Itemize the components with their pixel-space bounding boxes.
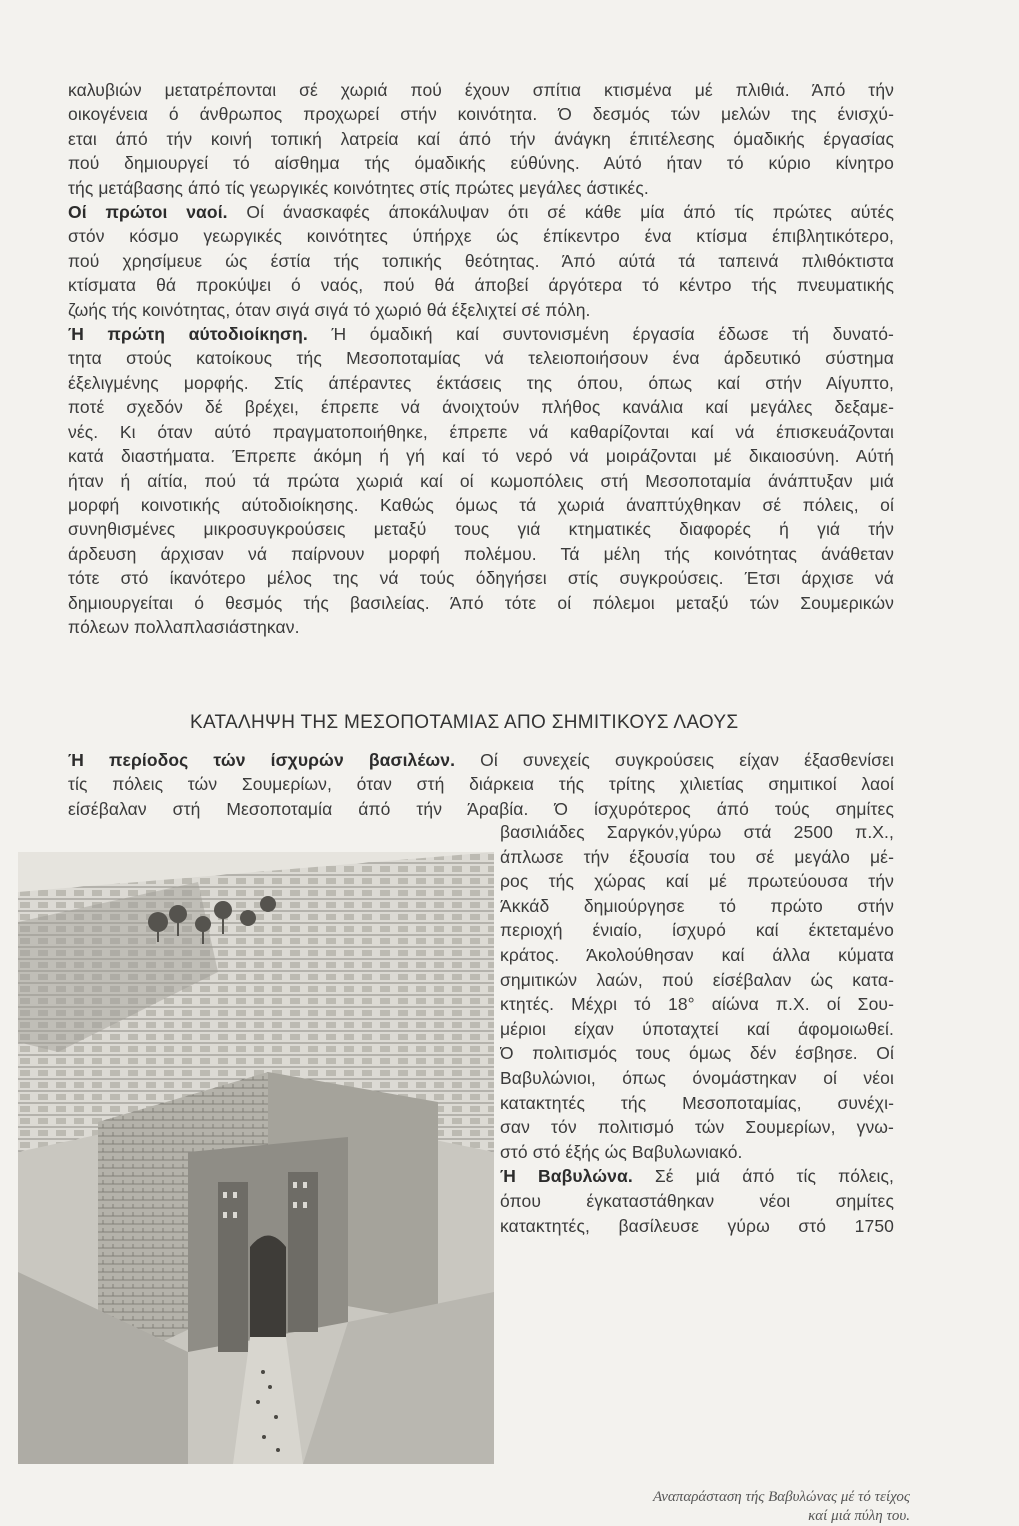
text-line — [68, 395, 894, 419]
line-text: συνηθισμένες μικροσυγκρούσεις μεταξύ τους γιά κτηματικές διαφορές ή γιά τήν — [68, 519, 894, 540]
line-text: ήταν ή αίτία, πού τά πρώτα χωριά καί οί κωμοπόλεις στή Μεσοποταμία άνάπτυξαν μιά — [68, 470, 894, 491]
line-text: άπλωσε τήν έξουσία του σέ μεγάλο μέ- — [500, 846, 894, 867]
line-text: Σέ μιά άπό τίς πόλεις, — [632, 1166, 894, 1187]
line-text: κράτος. Άκολούθησαν καί άλλα κύματα — [500, 944, 894, 965]
line-text: στό στό έξής ώς Βαβυλωνιακό. — [500, 1141, 743, 1162]
text-line — [68, 273, 894, 297]
text-line — [68, 176, 894, 200]
section-heading: ΚΑΤΑΛΗΨΗ ΤΗΣ ΜΕΣΟΠΟΤΑΜΙΑΣ ΑΠΟ ΣΗΜΙΤΙΚΟΥΣ ΛΑΟΥΣ — [190, 712, 739, 733]
line-text: στόν κόσμο γεωργικές κοινότητες ύπήρχε ώς έπίκεντρο ένα κτίσμα έπιβλητικότερο, — [68, 226, 894, 247]
line-text: τητα στούς κατοίκους τής Μεσοποταμίας νά τελειοποιήσουν ένα άρδευτικό σύστημα — [68, 348, 894, 369]
text-line — [500, 992, 894, 1017]
text-line — [68, 127, 894, 151]
line-text: Ή όμαδική καί συντονισμένη έργασία έδωσε τή δυνατό- — [307, 324, 894, 345]
caption-line-2: καί μιά πύλη του. — [808, 1508, 910, 1524]
text-line — [500, 1017, 894, 1042]
line-text: οικογένεια ό άνθρωπος προχωρεί στήν κοινότητα. Ό δεσμός τών μελών της ένισχύ- — [68, 104, 894, 125]
line-text: σαν τόν πολιτισμό τών Σουμερίων, γνω- — [500, 1117, 894, 1138]
text-line — [68, 566, 894, 590]
text-line — [500, 1189, 894, 1214]
text-line — [500, 894, 894, 919]
text-line — [68, 224, 894, 248]
line-text: πόλεων πολλαπλασιάστηκαν. — [68, 616, 300, 637]
text-line — [68, 200, 894, 224]
text-line — [500, 1140, 894, 1165]
babylon-reconstruction-illustration — [18, 852, 494, 1464]
text-line — [68, 371, 894, 395]
line-text: καλυβιών μετατρέπονται σέ χωριά πού έχουν σπίτια κτισμένα μέ πλιθιά. Άπό τήν — [68, 80, 894, 100]
paragraph-lead: Οί πρώτοι ναοί. — [68, 202, 228, 223]
text-line — [500, 1091, 894, 1116]
line-text: κατά διαστήματα. Έπρεπε άκόμη ή γή καί τό νερό νά μοιράζονται μέ δικαιοσύνη. Αύτή — [68, 446, 894, 467]
line-text: βασιλιάδες Σαργκόν,γύρω στά 2500 π.Χ., — [500, 822, 894, 842]
text-line — [500, 968, 894, 993]
line-text: μέριοι είχαν ύποταχτεί καί άφομοιωθεί. — [500, 1018, 894, 1039]
text-line — [68, 298, 894, 322]
text-line — [68, 772, 894, 796]
text-line — [68, 444, 894, 468]
gate-opening — [250, 1247, 286, 1337]
text-line — [68, 517, 894, 541]
text-line — [500, 820, 894, 845]
line-text: κτίσματα θά προκύψει ό ναός, πού θά άποβεί άργότερα τό κέντρο τής πνευματικής — [68, 275, 894, 296]
text-line — [500, 845, 894, 870]
line-text: εται άπό τήν κοινή τοπική λατρεία καί άπό τήν άνάγκη έπιτέλεσης όμαδικής έργασίας — [68, 128, 894, 149]
line-text: μορφή κοινοτικής αύτοδιοίκησης. Καθώς όμως τά χωριά άναπτύχθηκαν σέ πόλεις, οί — [68, 494, 894, 515]
text-line — [68, 748, 894, 772]
text-line — [68, 542, 894, 566]
line-text: Άκκάδ δημιούργησε τό πρώτο στήν — [500, 895, 894, 916]
text-line — [68, 346, 894, 370]
paragraph-lead: Ή Βαβυλώνα. — [500, 1166, 633, 1187]
line-text: ρος τής χώρας καί μέ πρωτεύουσα τήν — [500, 871, 894, 892]
figure-caption — [490, 1488, 910, 1526]
caption-line-1: Αναπαράσταση τής Βαβυλώνας μέ τό τείχος — [652, 1489, 910, 1505]
text-line — [68, 102, 894, 126]
line-text: Ό πολιτισμός τους όμως δέν έσβησε. Οί — [500, 1043, 894, 1064]
line-text: σημιτικών λαών, πού είσέβαλαν ώς κατα- — [500, 969, 894, 990]
text-line — [68, 469, 894, 493]
text-line — [500, 1164, 894, 1189]
line-text: δημιουργείται ό θεσμός τής βασιλείας. Άπό τότε οί πόλεμοι μεταξύ τών Σουμερικών — [68, 592, 894, 613]
line-text: κατακτητές, βασίλευσε γύρω στό 1750 — [500, 1215, 894, 1236]
paragraph-lead: Ή περίοδος τών ίσχυρών βασιλέων. — [68, 750, 456, 770]
sargon-text-block — [68, 748, 894, 821]
text-line — [68, 615, 894, 639]
intro-text-block — [68, 78, 894, 639]
line-text: τίς πόλεις τών Σουμερίων, όταν στή διάρκεια τής τρίτης χιλιετίας σημιτικοί λαοί — [68, 774, 894, 795]
line-text: τότε στό ίκανότερο μέλος της νά τούς όδηγήσει στίς συγκρούσεις. Έτσι άρχισε νά — [68, 568, 894, 589]
text-line — [500, 1066, 894, 1091]
babylon-text-block — [500, 820, 894, 1238]
text-line — [68, 797, 894, 821]
line-text: τής μετάβασης άπό τίς γεωργικές κοινότητες στίς πρώτες μεγάλες άστικές. — [68, 177, 649, 198]
line-text: έξελιγμένης μορφής. Στίς άπέραντες έκτάσεις της όπου, όπως καί στήν Αίγυπτο, — [68, 372, 894, 393]
line-text: ζωής τής κοινότητας, όταν σιγά σιγά τό χωριό θά έξελιχτεί σέ πόλη. — [68, 299, 591, 320]
line-text: Οί άνασκαφές άποκάλυψαν ότι σέ κάθε μία άπό τίς πρώτες αύτές — [227, 202, 894, 223]
line-text: όπου έγκαταστάθηκαν νέοι σημίτες — [500, 1190, 894, 1211]
line-text: άρδευση άρχισαν νά παίρνουν μορφή πολέμου. Τά μέλη τής κοινότητας άνάθεταν — [68, 543, 894, 564]
text-line — [68, 151, 894, 175]
text-line — [68, 420, 894, 444]
line-text: κτητές. Μέχρι τό 18° αίώνα π.Χ. οί Σου- — [500, 994, 894, 1015]
text-line — [68, 78, 894, 102]
text-line — [500, 1214, 894, 1239]
line-text: Βαβυλώνιοι, όπως όνομάστηκαν οί νέοι — [500, 1067, 894, 1088]
line-text: περιοχή ένιαίο, ίσχυρό καί έκτεταμένο — [500, 920, 894, 941]
text-line — [68, 591, 894, 615]
text-line — [68, 493, 894, 517]
line-text: νές. Κι όταν αύτό πραγματοποιήθηκε, έπρεπε νά καθαρίζονται καί νά έπισκευάζονται — [68, 421, 894, 442]
line-text: πού χρησίμευε ώς έστία τής τοπικής θεότητας. Άπό αύτά τά ταπεινά πλιθόκτιστα — [68, 250, 894, 271]
line-text: κατακτητές τής Μεσοποταμίας, συνέχι- — [500, 1092, 894, 1113]
text-line — [500, 943, 894, 968]
text-line — [500, 918, 894, 943]
text-line — [500, 1115, 894, 1140]
line-text: Οί συνεχείς συγκρούσεις είχαν έξασθενίσει — [455, 750, 894, 770]
text-line — [500, 1041, 894, 1066]
line-text: πού δημιουργεί τό αίσθημα τής όμαδικής εύθύνης. Αύτό ήταν τό κύριο κίνητρο — [68, 153, 894, 174]
text-line — [68, 322, 894, 346]
line-text: ποτέ σχεδόν δέ βρέχει, έπρεπε νά άνοιχτούν πλήθος κανάλια καί μεγάλες δεξαμε- — [68, 397, 894, 418]
text-line — [68, 249, 894, 273]
text-line — [500, 869, 894, 894]
line-text: είσέβαλαν στή Μεσοποταμία άπό τήν Άραβία. Ό ίσχυρότερος άπό τούς σημίτες — [68, 798, 894, 819]
paragraph-lead: Ή πρώτη αύτοδιοίκηση. — [68, 324, 308, 345]
